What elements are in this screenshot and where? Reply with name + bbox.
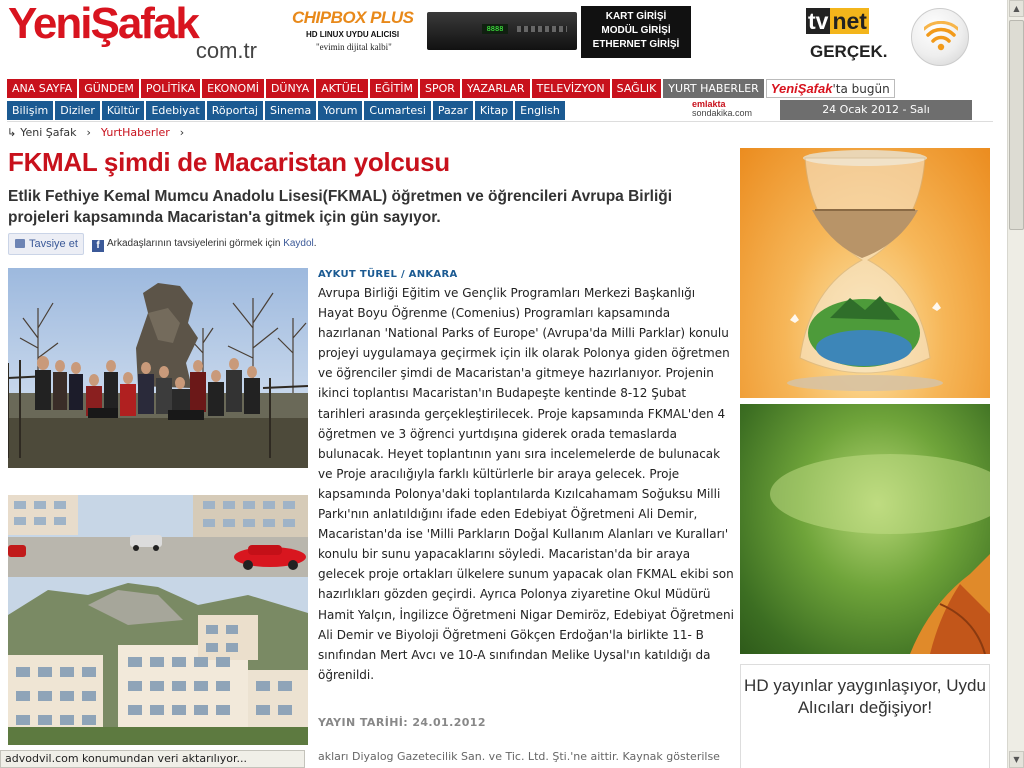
today-brand: YeniŞafak [770, 81, 833, 96]
tvnet-net: net [832, 8, 867, 34]
chevron-right-icon: › [179, 126, 185, 139]
article-title: FKMAL şimdi de Macaristan yolcusu [8, 147, 450, 177]
subnav-item-roportaj[interactable]: Röportaj [207, 101, 263, 120]
chipbox-feature: MODÜL GİRİŞİ [601, 25, 671, 36]
secondary-nav [7, 101, 565, 120]
subnav-item-yorum[interactable]: Yorum [318, 101, 362, 120]
nav-item-egitim[interactable]: EĞİTİM [370, 79, 418, 98]
chevron-right-icon: › [86, 126, 91, 139]
logo-brand: YeniŞafak [8, 0, 198, 48]
breadcrumb-home[interactable]: Yeni Şafak [20, 126, 77, 139]
receiver-device-image [427, 12, 577, 50]
subnav-item-english[interactable]: English [515, 101, 565, 120]
chipbox-banner-ad[interactable] [292, 6, 692, 58]
thumbs-up-icon [15, 239, 25, 248]
article-body: Avrupa Birliği Eğitim ve Gençlik Programları Merkezi Başkanlığı Hayat Boyu Öğrenme (Comenius) Programları kapsamında hazırlanan 'National Parks of Europe' (Avrupa'da Milli Parklar) konulu projeyi uygulamaya geçirmek için ilk olarak Polonya giden öğretmen ve öğrenciler şimdi de Macaristan'a gitmeye hazırlanıyor. Projenin ikinci toplantısı Macaristan'ın Budapeşte kentinde 8-12 Şubat tarihleri arasında gerçekleştirilecek. Proje kapsamında FKMAL'den 4 öğretmen ve 3 öğrenci yurtdışına giderek orada temaslarda bulunacak. Heyet toplantının yanı sıra incelemelerde de bulunacak ve Proje aracılığıyla farklı kültürlerle bir araya gelecek. Proje kapsamında Polonya'daki toplantılarda Kızılcahamam Soğuksu Milli Parkı'nın anlatıldığını ifade eden Edebiyat Öğretmeni Ali Demir, Macaristan'da ise 'Milli Parkların Doğal Kullanım Alanları ve Kuralları' konulu bir sunu yapacaklarını söyledi. Macaristan'da bir araya gelecek proje ortakları ülkelere sunum yapacak olan FKMAL ekibi son hazırlıkları gözden geçirdi. Ayrıca Polonya ziyaretine Okul Müdürü Hamit Yalçın, İngilizce Öğretmeni Nigar Demiröz, Edebiyat Öğretmeni Ali Demir ve Biyoloji Öğretmeni Gökçen Erdoğan'la birlikte 11- B sınıfından Mert Avcı ve 10-A sınıfından Melike Uysal'ın katıldığı da öğrenildi. [318, 286, 734, 682]
subnav-item-kitap[interactable]: Kitap [475, 101, 513, 120]
facebook-icon: f [92, 240, 104, 252]
breadcrumb [7, 126, 190, 139]
hd-satellite-ad[interactable]: HD yayınlar yaygınlaşıyor, Uydu Alıcıları değişiyor! [740, 664, 990, 768]
breadcrumb-section[interactable]: YurtHaberler [100, 126, 170, 139]
fb-social-message: Arkadaşlarının tavsiyelerini görmek için [107, 238, 281, 249]
nav-item-televizyon[interactable]: TELEVİZYON [532, 79, 610, 98]
subnav-item-bilisim[interactable]: Bilişim [7, 101, 53, 120]
vertical-scrollbar[interactable] [1007, 0, 1024, 768]
chipbox-line2: "evimin dijital kalbi" [316, 42, 392, 52]
header-divider [7, 121, 993, 122]
subnav-item-edebiyat[interactable]: Edebiyat [146, 101, 204, 120]
emlak-line1: emlakta [692, 99, 726, 109]
nav-item-gundem[interactable]: GÜNDEM [79, 79, 139, 98]
emlak-sondakika-link[interactable] [692, 100, 752, 118]
chipbox-features-box [581, 6, 691, 58]
nav-item-spor[interactable]: SPOR [420, 79, 460, 98]
article-photo-group[interactable] [8, 268, 308, 468]
tvnet-logo-link[interactable] [806, 8, 896, 66]
nav-item-aktuel[interactable]: AKTÜEL [316, 79, 368, 98]
fb-social-end: . [313, 238, 317, 249]
chipbox-title: CHIPBOX PLUS [292, 8, 414, 27]
logo-domain: com.tr [195, 38, 257, 63]
breadcrumb-arrow-icon: ↳ [7, 126, 17, 139]
article-byline: AYKUT TÜREL / ANKARA [318, 269, 458, 280]
facebook-signup-link[interactable]: Kaydol [283, 238, 314, 249]
current-date: 24 Ocak 2012 - Salı [780, 100, 972, 120]
scroll-up-icon[interactable]: ▲ [1009, 0, 1024, 17]
facebook-like-button[interactable] [8, 233, 84, 255]
copyright-note: akları Diyalog Gazetecilik San. ve Tic. Ltd. Şti.'ne aittir. Kaynak gösterilse [318, 750, 720, 763]
nav-item-politika[interactable]: POLİTİKA [141, 79, 200, 98]
article-lead: Etlik Fethiye Kemal Mumcu Anadolu Lisesi(FKMAL) öğretmen ve öğrencileri Avrupa Birliği projeleri kapsamında Macaristan'a gitmek için gün sayıyor. [8, 188, 673, 226]
scroll-down-icon[interactable]: ▼ [1009, 751, 1024, 768]
emlak-line2: sondakika.com [692, 108, 753, 118]
subnav-item-diziler[interactable]: Diziler [55, 101, 100, 120]
like-label: Tavsiye et [29, 238, 78, 250]
receiver-display: 8888 [482, 24, 508, 34]
nav-item-dunya[interactable]: DÜNYA [266, 79, 314, 98]
nav-item-yurt-haberler[interactable]: YURT HABERLER [663, 79, 764, 98]
nav-item-ana-sayfa[interactable]: ANA SAYFA [7, 79, 77, 98]
subnav-item-pazar[interactable]: Pazar [433, 101, 473, 120]
facebook-social-text [92, 238, 317, 252]
primary-nav [7, 79, 895, 98]
hourglass-ad[interactable] [740, 148, 990, 398]
chipbox-feature: KART GİRİŞİ [605, 11, 667, 22]
tvnet-tv: tv [808, 8, 829, 34]
article-photo-buildings[interactable] [8, 495, 308, 745]
today-suffix: 'ta bugün [832, 82, 890, 96]
tvnet-tagline: GERÇEK. [810, 42, 888, 61]
chipbox-feature: ETHERNET GİRİŞİ [592, 39, 680, 50]
receiver-buttons [517, 26, 567, 32]
article-pubdate: YAYIN TARİHİ: 24.01.2012 [318, 716, 486, 729]
browser-status-bar: advodvil.com konumundan veri aktarılıyor... [0, 750, 305, 768]
subnav-item-sinema[interactable]: Sinema [265, 101, 316, 120]
site-logo[interactable] [8, 2, 263, 64]
subnav-item-kultur[interactable]: Kültür [102, 101, 145, 120]
nav-item-today[interactable] [766, 79, 895, 98]
nav-item-ekonomi[interactable]: EKONOMİ [202, 79, 264, 98]
nav-item-yazarlar[interactable]: YAZARLAR [462, 79, 530, 98]
subnav-item-cumartesi[interactable]: Cumartesi [364, 101, 431, 120]
green-leaf-ad[interactable] [740, 404, 990, 654]
nav-item-saglik[interactable]: SAĞLIK [612, 79, 662, 98]
scrollbar-thumb[interactable] [1009, 20, 1024, 230]
chipbox-line1: HD LINUX UYDU ALICISI [306, 30, 400, 39]
rss-icon[interactable] [911, 8, 969, 66]
